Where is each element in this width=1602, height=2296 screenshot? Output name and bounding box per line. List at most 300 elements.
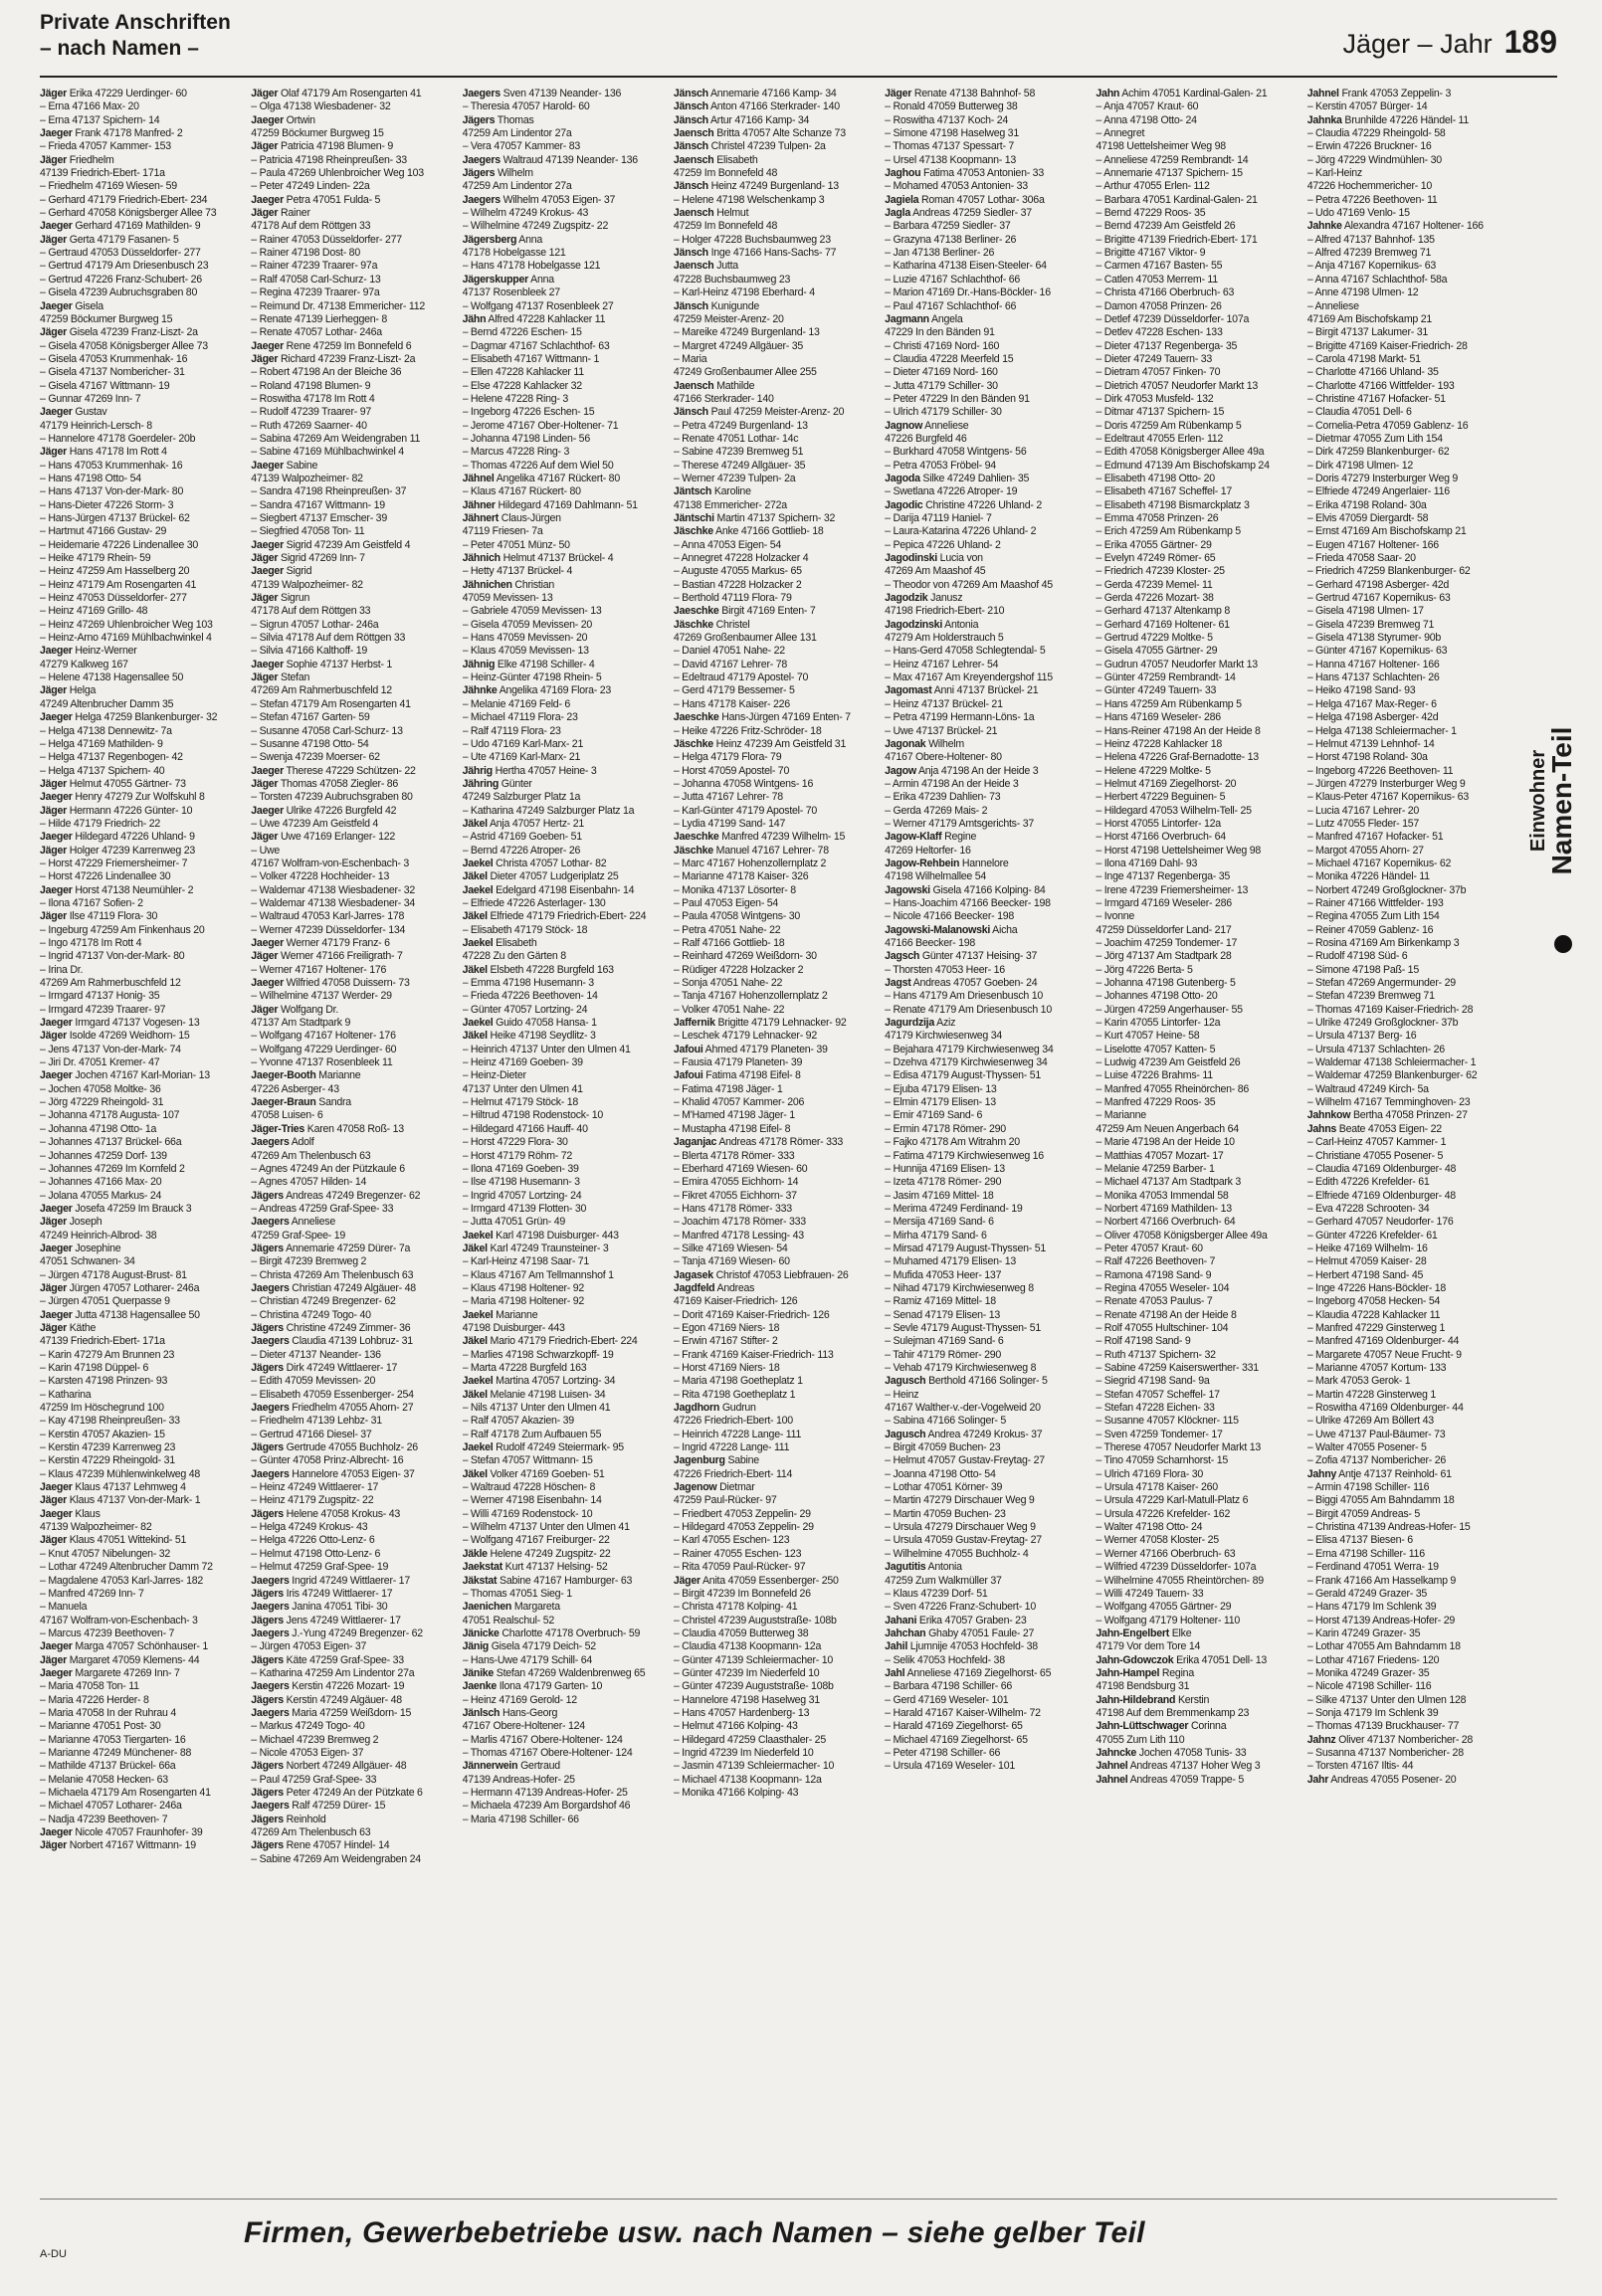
listing-entry (1307, 1429, 1512, 1441)
listing-entry (40, 1720, 245, 1733)
listing-entry (674, 380, 879, 393)
listing-column (251, 88, 456, 2185)
entry-text: – Jens 47137 Von-der-Mark- 74 (40, 1043, 181, 1055)
entry-text: – Therese 47057 Neudorfer Markt 13 (1096, 1441, 1262, 1454)
listing-entry (40, 100, 245, 113)
listing-entry (1307, 552, 1512, 565)
listing-entry (1096, 1441, 1301, 1454)
listing-entry (1096, 1389, 1301, 1402)
listing-entry (1096, 326, 1301, 339)
listing-entry (251, 738, 456, 751)
surname: Jaegers (251, 1706, 290, 1719)
listing-entry (1096, 977, 1301, 990)
entry-text: – Joachim 47259 Tondemer- 17 (1096, 937, 1238, 949)
surname: Jäger (251, 207, 279, 220)
entry-text: – Gerda 47226 Mozart- 38 (1096, 592, 1214, 605)
entry-text: Christine 47249 Zimmer- 36 (286, 1321, 411, 1334)
listing-entry (251, 1640, 456, 1653)
entry-text: – Dieter 47169 Nord- 160 (885, 366, 998, 379)
listing-entry (1096, 1030, 1301, 1043)
entry-text: – Auguste 47055 Markus- 65 (673, 565, 802, 578)
entry-text: – Gudrun 47057 Neudorfer Markt 13 (1096, 658, 1258, 670)
entry-text: – Thomas 47226 Auf dem Wiel 50 (462, 459, 614, 472)
entry-text: – Sevle 47179 August-Thyssen- 51 (885, 1321, 1042, 1334)
surname: Jahnkow (1306, 1109, 1351, 1122)
entry-text: – Ralf 47058 Carl-Schurz- 13 (251, 273, 381, 286)
listing-entry (885, 1521, 1090, 1534)
entry-text: – Frank 47166 Am Hasselkamp 9 (1306, 1574, 1457, 1587)
listing-entry (40, 114, 245, 127)
listing-entry (463, 1481, 668, 1494)
surname: Jagowski (885, 883, 930, 896)
listing-entry (885, 1282, 1090, 1295)
entry-text: – Irene 47239 Friemersheimer- 13 (1096, 883, 1249, 896)
entry-text: – Mathilde 47137 Brückel- 66a (40, 1760, 176, 1773)
entry-text: – Nicole 47053 Eigen- 37 (251, 1746, 364, 1759)
listing-entry (674, 1216, 879, 1229)
listing-entry (1096, 1269, 1301, 1282)
entry-text: – Mirsad 47179 August-Thyssen- 51 (885, 1242, 1047, 1254)
entry-text: – Günter 47167 Kopernikus- 63 (1306, 645, 1448, 658)
listing-entry (463, 1309, 668, 1322)
listing-entry (40, 977, 245, 990)
entry-text: – Heinrich 47137 Unter den Ulmen 41 (462, 1043, 631, 1055)
entry-text: 47226 Burgfeld 46 (885, 432, 967, 445)
surname: Jaensch (673, 127, 714, 140)
entry-text: – Inge 47137 Regenberga- 35 (1096, 870, 1231, 883)
listing-entry (251, 924, 456, 937)
listing-entry (1096, 260, 1301, 273)
surname: Jaegers (251, 1216, 290, 1229)
entry-text: – Helmut 47059 Kaiser- 28 (1306, 1255, 1427, 1268)
entry-text: – Eva 47228 Schrooten- 34 (1306, 1202, 1430, 1215)
listing-entry (1096, 1667, 1301, 1680)
entry-text: – Leschek 47179 Lehnacker- 92 (673, 1030, 817, 1043)
listing-entry (1307, 433, 1512, 446)
entry-text: Britta 47057 Alte Schanze 73 (716, 127, 846, 140)
listing-entry (885, 167, 1090, 180)
entry-text: – Monika 47053 Immendal 58 (1096, 1189, 1229, 1202)
entry-text: – Wilhelm 47137 Unter den Ulmen 41 (462, 1521, 630, 1534)
listing-entry (463, 1295, 668, 1308)
listing-entry (1307, 1481, 1512, 1494)
entry-text: 47249 Altenbrucher Damm 35 (40, 697, 174, 710)
entry-text: – Ermin 47178 Römer- 290 (885, 1122, 1006, 1135)
listing-entry (40, 260, 245, 273)
entry-text: – Hans 47198 Otto- 54 (40, 472, 141, 484)
entry-text: Sophie 47137 Herbst- 1 (286, 658, 393, 670)
listing-entry (674, 1588, 879, 1601)
listing-entry (674, 499, 879, 512)
listing-entry (1307, 1747, 1512, 1760)
entry-text: – Petra 47226 Beethoven- 11 (1306, 193, 1438, 206)
surname: Jägers (251, 1760, 284, 1773)
entry-text: – Ulrich 47169 Flora- 30 (1096, 1467, 1204, 1480)
listing-entry (885, 1615, 1090, 1627)
surname: Jäger (40, 777, 68, 790)
listing-entry (1096, 127, 1301, 140)
listing-entry (463, 180, 668, 193)
entry-text: – Martin 47279 Dirschauer Weg 9 (885, 1494, 1035, 1507)
surname: Jäger (251, 592, 279, 605)
entry-text: Andreas 47055 Posener- 20 (1330, 1773, 1457, 1786)
listing-entry (674, 1096, 879, 1109)
listing-entry (885, 632, 1090, 645)
listing-entry (885, 1375, 1090, 1388)
listing-entry (674, 1481, 879, 1494)
entry-text: 47166 Sterkrader- 140 (673, 392, 774, 405)
entry-text: – Heinz (885, 1388, 919, 1401)
entry-text: 47259 Zum Walkmüller 37 (885, 1574, 1002, 1587)
listing-entry (251, 1322, 456, 1335)
listing-entry (1096, 937, 1301, 950)
listing-entry (674, 1441, 879, 1454)
listing-entry (674, 1282, 879, 1295)
listing-entry (463, 1627, 668, 1640)
listing-entry (463, 88, 668, 100)
listing-entry (251, 1004, 456, 1017)
surname: Jagodic (885, 498, 923, 511)
entry-text: 47259 Meister-Arenz- 20 (673, 312, 784, 325)
entry-text: Andrea 47249 Krokus- 37 (927, 1428, 1043, 1440)
listing-entry (674, 725, 879, 738)
entry-text: – Günter 47249 Tauern- 33 (1096, 684, 1217, 697)
listing-entry (674, 1760, 879, 1773)
listing-entry (1307, 100, 1512, 113)
listing-entry (40, 1389, 245, 1402)
entry-text: – Peter 47051 Münz- 50 (462, 538, 570, 551)
listing-entry (674, 460, 879, 473)
listing-entry (251, 1176, 456, 1189)
listing-entry (1096, 1123, 1301, 1136)
surname: Jäschke (673, 844, 713, 857)
listing-entry (251, 260, 456, 273)
entry-text: – Anna 47167 Schlachthof- 58a (1306, 273, 1448, 286)
listing-entry (885, 1295, 1090, 1308)
entry-text: Guido 47058 Hansa- 1 (496, 1017, 597, 1030)
listing-entry (40, 818, 245, 831)
listing-entry (40, 1441, 245, 1454)
entry-text: – Marcus 47239 Beethoven- 7 (40, 1626, 175, 1639)
listing-entry (674, 1494, 879, 1507)
listing-entry (885, 1402, 1090, 1415)
listing-entry (40, 964, 245, 977)
entry-text: – Gisela 47137 Nombericher- 31 (40, 366, 185, 379)
entry-text: Gudrun (721, 1402, 756, 1415)
entry-text: Anja 47057 Hertz- 21 (489, 817, 585, 830)
surname: Jagodinski (885, 552, 937, 565)
entry-text: – Marianne 47057 Kortum- 133 (1306, 1362, 1447, 1374)
surname: Jaegers (251, 1574, 290, 1587)
listing-entry (463, 1521, 668, 1534)
surname: Jaegers (251, 1467, 290, 1480)
entry-text: Ghaby 47051 Faule- 27 (928, 1626, 1035, 1639)
entry-text: – Anja 47057 Kraut- 60 (1096, 100, 1199, 113)
entry-text: – Karin 47055 Lintorfer- 12a (1096, 1017, 1221, 1030)
entry-text: – Gerd 47179 Bessemer- 5 (673, 684, 795, 697)
entry-text: 47269 Am Thelenbusch 63 (251, 1826, 371, 1839)
entry-text: – Dietrich 47057 Neudorfer Markt 13 (1096, 379, 1259, 392)
listing-entry (885, 1004, 1090, 1017)
listing-entry (40, 1494, 245, 1507)
entry-text: – Ilse 47198 Husemann- 3 (462, 1176, 580, 1189)
entry-text: – Helene 47228 Ring- 3 (462, 392, 568, 405)
listing-entry (674, 1601, 879, 1614)
entry-text: – Margot 47055 Ahorn- 27 (1306, 844, 1424, 857)
entry-text: – Wolfgang 47167 Holtener- 176 (251, 1030, 396, 1043)
listing-entry (1307, 1136, 1512, 1149)
listing-entry (40, 645, 245, 658)
entry-text: – Katharina 47259 Am Lindentor 27a (251, 1666, 415, 1679)
entry-text: – Martin 47059 Buchen- 23 (885, 1507, 1006, 1520)
entry-text: Melanie 47198 Luisen- 34 (490, 1388, 606, 1401)
listing-entry (251, 446, 456, 459)
entry-text: Ulrike 47226 Burgfeld 42 (286, 804, 397, 817)
entry-text: Ortwin (286, 113, 315, 126)
entry-text: – Khalid 47057 Kammer- 206 (673, 1096, 805, 1109)
listing-entry (463, 684, 668, 697)
listing-entry (251, 765, 456, 778)
listing-entry (1307, 154, 1512, 167)
entry-text: 47259 Böckumer Burgweg 15 (251, 127, 384, 140)
listing-entry (251, 845, 456, 858)
listing-entry (1307, 366, 1512, 379)
entry-text: – Claudia 47138 Koopmann- 12a (673, 1640, 822, 1653)
listing-entry (1307, 460, 1512, 473)
entry-text: 47228 Buchsbaumweg 23 (673, 273, 791, 286)
entry-text: – Doris 47279 Insterburger Weg 9 (1306, 472, 1459, 484)
listing-entry (463, 805, 668, 818)
listing-entry (1096, 592, 1301, 605)
listing-entry (1096, 711, 1301, 724)
listing-entry (1096, 1760, 1301, 1773)
listing-entry (463, 1322, 668, 1335)
entry-text: – Anne 47198 Ulmen- 12 (1306, 287, 1419, 299)
listing-entry (40, 632, 245, 645)
entry-text: Christine 47226 Uhland- 2 (925, 498, 1042, 511)
entry-text: – Heinz-Arno 47169 Mühlbachwinkel 4 (40, 632, 212, 645)
entry-text: – Lothar 47167 Friedens- 120 (1306, 1653, 1440, 1666)
listing-entry (1096, 1362, 1301, 1375)
entry-text: Horst 47138 Neumühler- 2 (75, 883, 194, 896)
listing-entry (1096, 499, 1301, 512)
listing-entry (885, 274, 1090, 287)
listing-entry (40, 1136, 245, 1149)
entry-text: – Helga 47137 Spichern- 40 (40, 764, 165, 777)
listing-entry (251, 884, 456, 897)
entry-text: 47249 Großenbaumer Allee 255 (673, 366, 817, 379)
listing-entry (40, 539, 245, 552)
listing-entry (674, 845, 879, 858)
listing-entry (251, 1069, 456, 1082)
entry-text: – Rolf 47198 Sand- 9 (1096, 1335, 1191, 1348)
entry-text: – Dzehva 47179 Kirchwiesenweg 34 (885, 1056, 1048, 1069)
surname: Jänsch (673, 140, 708, 153)
listing-entry (674, 565, 879, 578)
entry-text: – Edeltraud 47179 Apostel- 70 (673, 671, 809, 684)
listing-entry (885, 1640, 1090, 1653)
entry-text: – Manfred 47229 Ginsterweg 1 (1306, 1321, 1446, 1334)
entry-text: – Elisabeth 47198 Bismarckplatz 3 (1096, 498, 1250, 511)
listing-entry (40, 990, 245, 1003)
listing-entry (674, 473, 879, 485)
listing-entry (251, 1389, 456, 1402)
listing-entry (463, 1109, 668, 1122)
entry-text: – Mirha 47179 Sand- 6 (885, 1229, 987, 1242)
entry-text: – Ingrid 47228 Lange- 111 (673, 1441, 790, 1454)
listing-entry (251, 1787, 456, 1800)
listing-entry (1096, 1615, 1301, 1627)
listing-entry (40, 765, 245, 778)
listing-entry (885, 870, 1090, 883)
entry-text: Helmut 47137 Brückel- 4 (502, 552, 614, 565)
entry-text: – Erna 47166 Max- 20 (40, 100, 139, 113)
entry-text: Erika 47057 Graben- 23 (918, 1614, 1027, 1626)
surname: Jaekel (462, 1441, 494, 1454)
listing-entry (1096, 1349, 1301, 1362)
listing-entry (463, 499, 668, 512)
listing-entry (463, 260, 668, 273)
listing-entry (1307, 1402, 1512, 1415)
entry-text: – Wilfried 47239 Düsseldorfer- 107a (1096, 1561, 1257, 1574)
entry-text: – Ulrike 47249 Großglockner- 37b (1306, 1017, 1459, 1030)
listing-entry (1307, 765, 1512, 778)
entry-text: Anneliese (924, 419, 969, 432)
listing-entry (1096, 1654, 1301, 1667)
entry-text: – Jürgen 47178 August-Brust- 81 (40, 1268, 187, 1281)
listing-entry (463, 512, 668, 525)
surname: Jagusch (885, 1375, 926, 1388)
surname: Jäger (673, 1574, 701, 1587)
listing-entry (1096, 1069, 1301, 1082)
entry-text: – Charlotte 47166 Wittfelder- 193 (1306, 379, 1455, 392)
listing-entry (1307, 964, 1512, 977)
entry-text: – Wolfgang 47229 Uerdinger- 60 (251, 1043, 397, 1055)
entry-text: – Hans-Reiner 47198 An der Heide 8 (1096, 724, 1261, 737)
listing-entry (1096, 1694, 1301, 1707)
listing-entry (1307, 380, 1512, 393)
listing-entry (463, 818, 668, 831)
entry-text: Hildegard 47169 Dahlmann- 51 (498, 498, 638, 511)
surname: Jaeger (40, 1481, 73, 1494)
entry-text: – Uwe 47137 Brückel- 21 (885, 724, 998, 737)
listing-entry (674, 684, 879, 697)
listing-entry (885, 765, 1090, 778)
listing-entry (1307, 287, 1512, 299)
listing-entry (674, 1176, 879, 1189)
listing-entry (885, 1176, 1090, 1189)
entry-text: Sabine 47167 Hamburger- 63 (500, 1574, 633, 1587)
entry-text: – Horst 47166 Overbruch- 64 (1096, 831, 1226, 844)
listing-entry (674, 1561, 879, 1574)
entry-text: – Ingeborg 47058 Hecken- 54 (1306, 1295, 1441, 1308)
entry-text: Sabine (727, 1454, 759, 1467)
entry-text: – Dirk 47259 Blankenburger- 62 (1306, 446, 1450, 459)
listing-entry (463, 1640, 668, 1653)
entry-text: Stefan 47269 Waldenbrenweg 65 (496, 1666, 646, 1679)
listing-entry (885, 698, 1090, 711)
entry-text: Patricia 47198 Blumen- 9 (281, 140, 393, 153)
listing-entry (674, 1083, 879, 1096)
entry-text: – Knut 47057 Nibelungen- 32 (40, 1547, 171, 1560)
entry-text: – Tanja 47167 Hohenzollernplatz 2 (673, 990, 828, 1003)
entry-text: – Paula 47269 Uhlenbroicher Weg 103 (251, 167, 424, 180)
entry-text: – Manfred 47167 Hofacker- 51 (1306, 831, 1444, 844)
surname: Jaeger (40, 1069, 73, 1082)
entry-text: – Theodor von 47269 Am Maashof 45 (885, 578, 1053, 591)
entry-text: Erika 47051 Dell- 13 (1176, 1653, 1268, 1666)
listing-entry (1096, 460, 1301, 473)
listing-entry (1096, 1295, 1301, 1308)
listing-entry (674, 1429, 879, 1441)
entry-text: Isolde 47269 Weidhorn- 15 (69, 1030, 190, 1043)
entry-text: – Günter 47239 Auguststraße- 108b (673, 1680, 834, 1693)
entry-text: – Olga 47138 Wiesbadener- 32 (251, 100, 391, 113)
listing-entry (674, 858, 879, 870)
listing-entry (1096, 858, 1301, 870)
surname: Jaeger (251, 459, 284, 472)
listing-entry (885, 565, 1090, 578)
surname: Jaeger-Booth (251, 1069, 316, 1082)
entry-text: – Ilona 47169 Goeben- 39 (462, 1162, 579, 1175)
surname: Jahchan (885, 1626, 926, 1639)
listing-entry (463, 698, 668, 711)
listing-entry (1307, 924, 1512, 937)
entry-text: – Marlies 47198 Schwarzkopff- 19 (462, 1348, 614, 1361)
entry-text: – Sonja 47051 Nahe- 22 (673, 977, 783, 990)
listing-entry (251, 1575, 456, 1588)
listing-entry (251, 274, 456, 287)
entry-text: – Waldemar 47138 Wiesbadener- 32 (251, 883, 416, 896)
listing-entry (40, 950, 245, 963)
listing-entry (463, 1508, 668, 1521)
entry-text: – Marianne 47051 Post- 30 (40, 1720, 161, 1733)
entry-text: Ingrid 47249 Wittlaerer- 17 (292, 1574, 410, 1587)
listing-entry (674, 990, 879, 1003)
entry-text: – Marcus 47228 Ring- 3 (462, 446, 570, 459)
entry-text: Anja 47198 An der Heide 3 (917, 764, 1039, 777)
listing-entry (251, 1734, 456, 1747)
entry-text: – Jörg 47137 Am Stadtpark 28 (1096, 950, 1232, 963)
entry-text: – Gisela 47138 Styrumer- 90b (1306, 632, 1442, 645)
entry-text: – Werner 47239 Düsseldorfer- 134 (251, 923, 406, 936)
surname: Jahn-Hampel (1096, 1666, 1160, 1679)
entry-text: 47179 Kirchwiesenweg 34 (885, 1030, 1003, 1043)
entry-text: 47259 Düsseldorfer Land- 217 (1096, 923, 1232, 936)
listing-entry (1096, 805, 1301, 818)
entry-text: – Ulrich 47179 Schiller- 30 (885, 406, 1002, 419)
entry-text: – Damon 47058 Prinzen- 26 (1096, 299, 1222, 312)
entry-text: – Hannelore 47198 Haselweg 31 (673, 1693, 820, 1706)
surname: Jaffernik (673, 1017, 715, 1030)
entry-text: Sabine (286, 459, 318, 472)
entry-text: – Gisela 47053 Krummenhak- 16 (40, 352, 188, 365)
listing-entry (674, 88, 879, 100)
entry-text: – Irmgard 47239 Traarer- 97 (40, 1003, 166, 1016)
listing-entry (674, 539, 879, 552)
listing-entry (40, 1707, 245, 1720)
entry-text: Gerta 47179 Fasanen- 5 (69, 233, 179, 246)
page-number: 189 (1503, 24, 1557, 60)
surname: Jaensch (673, 207, 714, 220)
entry-text: – Rainer 47198 Dost- 80 (251, 247, 360, 260)
listing-entry (1096, 194, 1301, 207)
surname: Jaeger (251, 658, 284, 670)
listing-entry (674, 433, 879, 446)
listing-entry (674, 1734, 879, 1747)
listing-entry (463, 340, 668, 353)
listing-entry (40, 1109, 245, 1122)
